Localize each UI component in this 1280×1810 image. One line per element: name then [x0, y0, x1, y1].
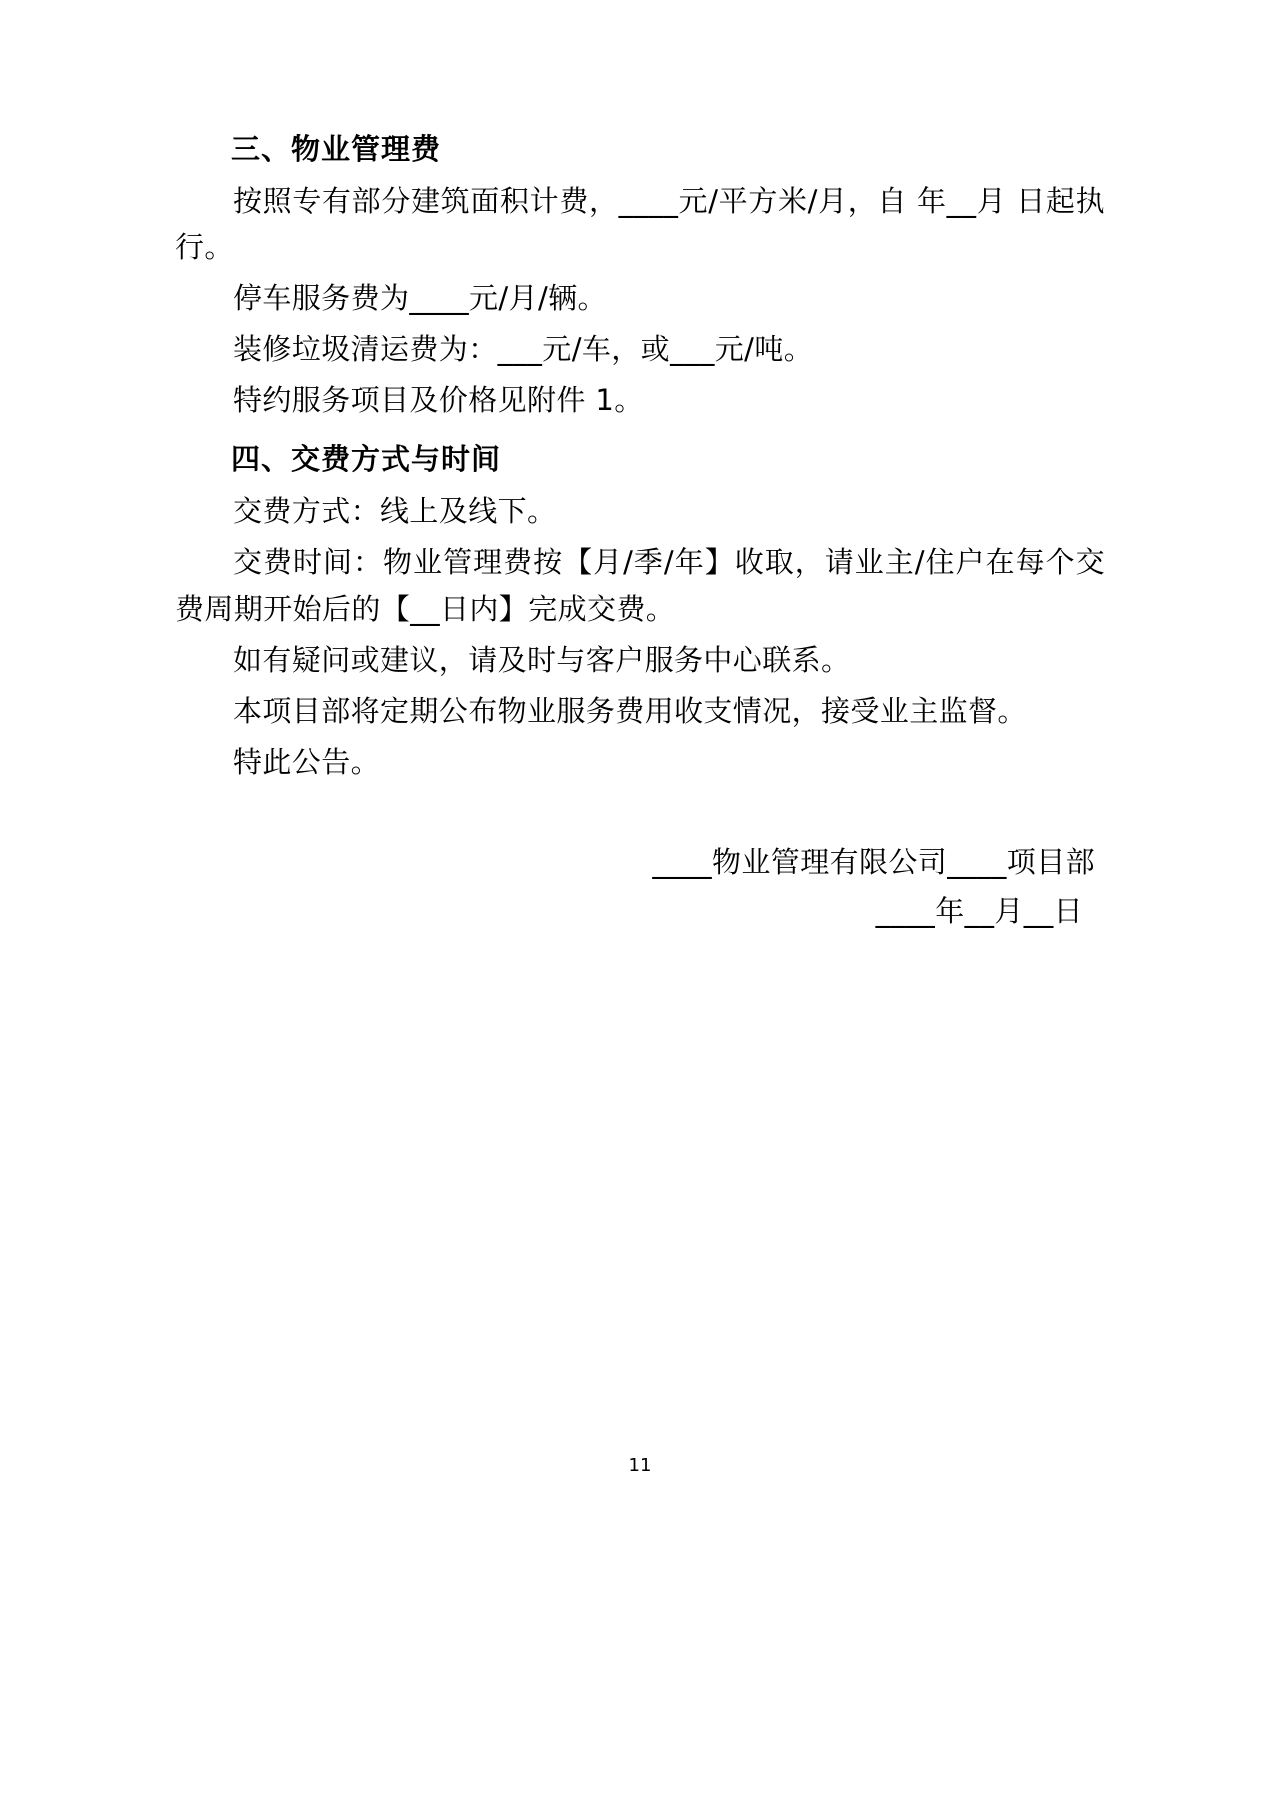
section-heading-4: 四、交费方式与时间: [231, 442, 502, 477]
section-4-paragraph-4: 本项目部将定期公布物业服务费用收支情况，接受业主监督。: [233, 693, 1027, 728]
document-body: [175, 128, 1105, 936]
page-number: 11: [628, 1455, 652, 1476]
section-3-paragraph-1: 按照专有部分建筑面积计费，____元/平方米/月，自 年__月 日起执行。: [175, 183, 1105, 265]
section-3-paragraph-2: 停车服务费为____元/月/辆。: [233, 281, 607, 316]
section-heading-3: 三、物业管理费: [231, 132, 442, 166]
section-4-paragraph-5: 特此公告。: [233, 744, 381, 779]
signature-date: ____年__月__日: [875, 893, 1083, 928]
section-4-paragraph-3: 如有疑问或建议，请及时与客户服务中心联系。: [233, 642, 851, 677]
section-3-paragraph-3: 装修垃圾清运费为：___元/车，或___元/吨。: [233, 332, 814, 367]
section-4-paragraph-1: 交费方式：线上及线下。: [233, 493, 557, 528]
section-3-paragraph-4: 特约服务项目及价格见附件 1。: [233, 383, 644, 418]
section-4-paragraph-2: 交费时间：物业管理费按【月/季/年】收取，请业主/住户在每个交费周期开始后的【__日内】完成交费。: [175, 544, 1105, 626]
signature-company: ____物业管理有限公司____项目部: [652, 844, 1095, 879]
